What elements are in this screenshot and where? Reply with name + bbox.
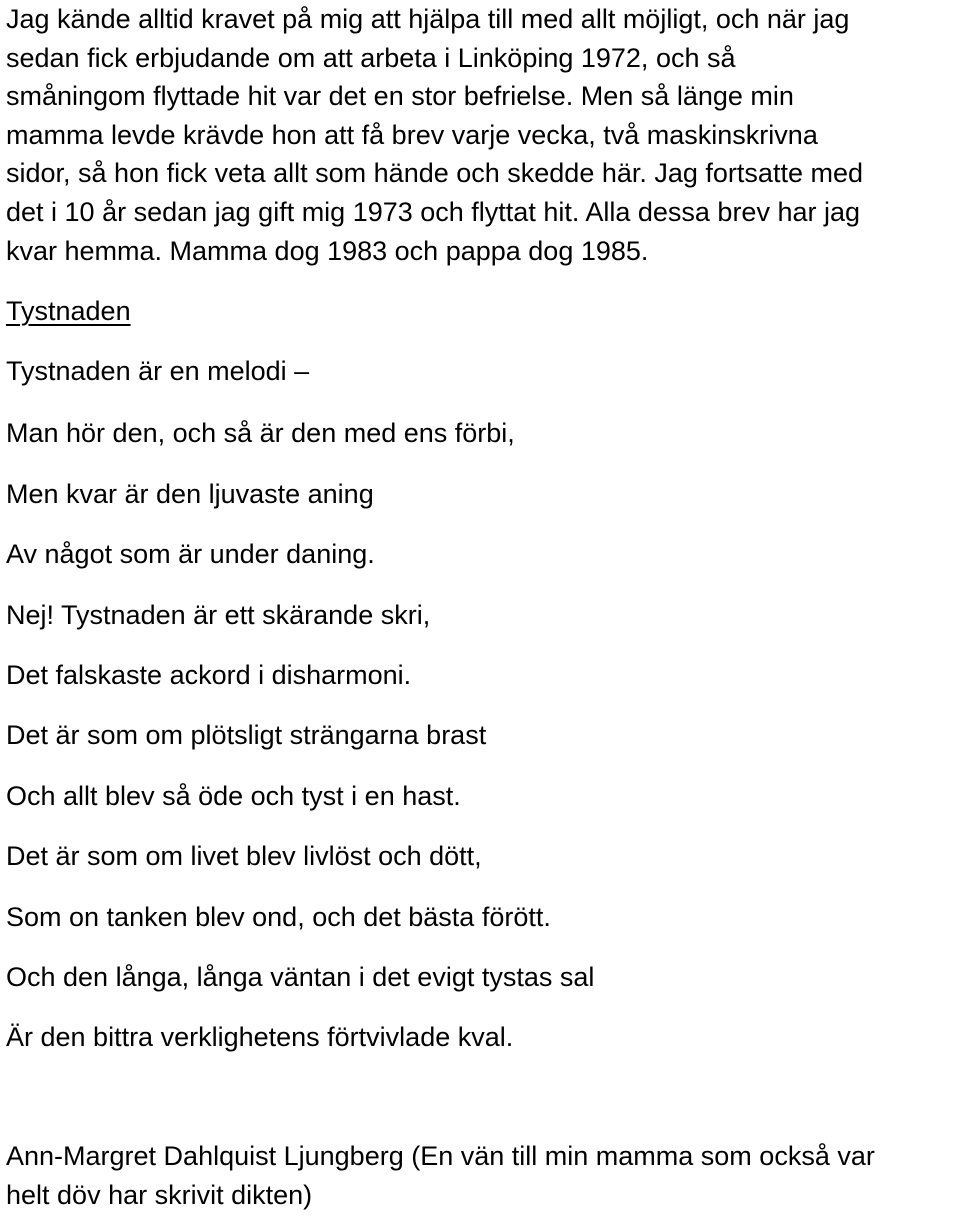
- poem-line: Är den bittra verklighetens förtvivlade kval.: [6, 1022, 514, 1052]
- signature-line: helt döv har skrivit dikten): [6, 1179, 313, 1210]
- poem-line: Nej! Tystnaden är ett skärande skri,: [6, 600, 431, 630]
- poem-title: Tystnaden: [6, 296, 131, 326]
- intro-paragraph: [6, 0, 863, 270]
- intro-line: sidor, så hon fick veta allt som hände och skedde här. Jag fortsatte med: [6, 158, 863, 189]
- intro-line: mamma levde krävde hon att få brev varje vecka, två maskinskrivna: [6, 119, 818, 150]
- signature-line: Ann-Margret Dahlquist Ljungberg (En vän till min mamma som också var: [6, 1141, 875, 1171]
- intro-line: Jag kände alltid kravet på mig att hjälpa till med allt möjligt, och när jag: [6, 4, 850, 34]
- poem-line: Som on tanken blev ond, och det bästa förött.: [6, 902, 551, 932]
- intro-line: det i 10 år sedan jag gift mig 1973 och flyttat hit. Alla dessa brev har jag: [6, 196, 861, 227]
- intro-line: sedan fick erbjudande om att arbeta i Linköping 1972, och så: [6, 42, 736, 73]
- poem-line: Och allt blev så öde och tyst i en hast.: [6, 781, 461, 811]
- poem-line: Och den långa, långa väntan i det evigt tystas sal: [6, 962, 595, 992]
- poem-line: Tystnaden är en melodi –: [6, 356, 310, 386]
- poem-line: Det falskaste ackord i disharmoni.: [6, 660, 412, 690]
- poem-line: Det är som om plötsligt strängarna brast: [6, 720, 487, 750]
- intro-line: kvar hemma. Mamma dog 1983 och pappa dog 1985.: [6, 235, 649, 266]
- poem-line: Men kvar är den ljuvaste aning: [6, 479, 374, 509]
- poem-line: Av något som är under daning.: [6, 539, 375, 569]
- poem-line: Det är som om livet blev livlöst och dött,: [6, 841, 482, 871]
- poem-line: Man hör den, och så är den med ens förbi,: [6, 418, 515, 448]
- intro-line: småningom flyttade hit var det en stor befrielse. Men så länge min: [6, 81, 794, 112]
- signature-paragraph: [6, 1137, 875, 1214]
